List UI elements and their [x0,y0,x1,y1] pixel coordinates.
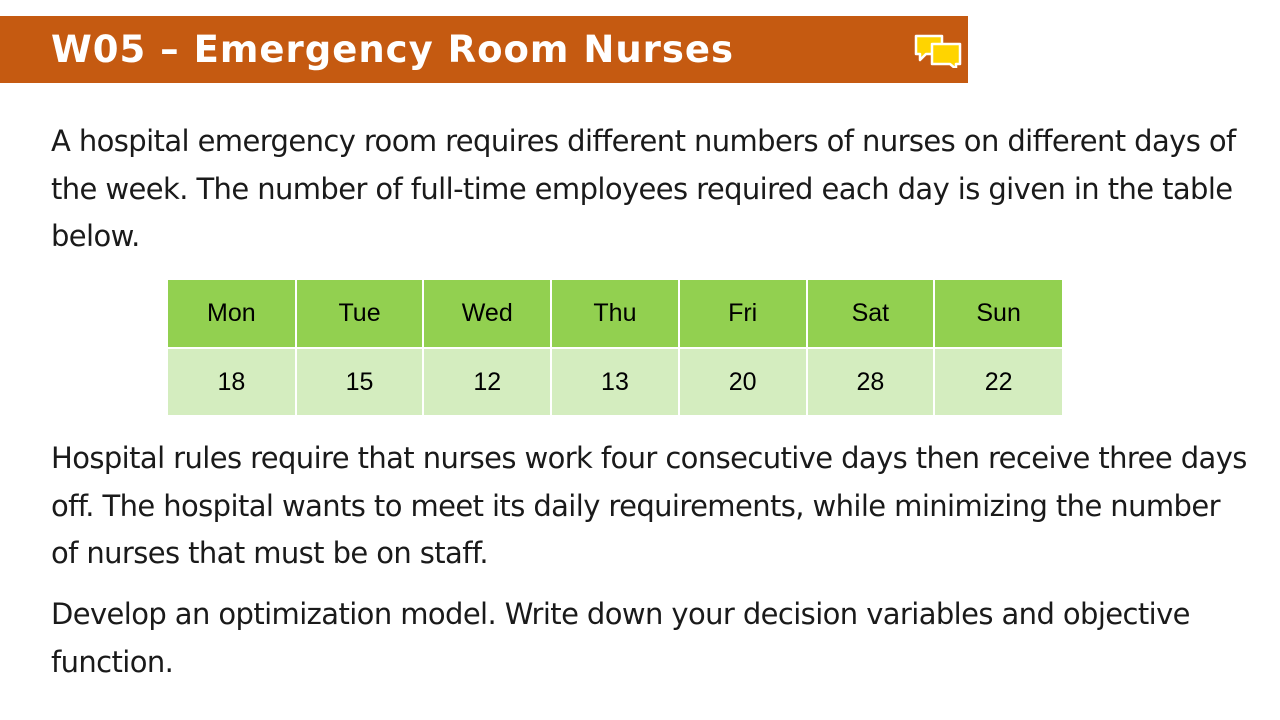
table-cell: 20 [679,348,807,415]
table-row [168,348,1062,415]
title-bar [0,16,968,83]
rules-paragraph: Hospital rules require that nurses work four consecutive days then receive three days off. The hospital wants to meet its daily requirements, while minimizing the number of nurses that must be on staff. [51,441,1247,570]
intro-paragraph: A hospital emergency room requires different numbers of nurses on different days of the week. The number of full-time employees required each day is given in the table below. [51,124,1236,253]
table-cell: 22 [934,348,1062,415]
table-header-cell: Mon [168,280,296,348]
table-cell: 13 [551,348,679,415]
task-paragraph: Develop an optimization model. Write down your decision variables and objective function. [51,597,1190,679]
table-header-cell: Sun [934,280,1062,348]
nurse-requirements-table [168,280,1062,415]
table-header-cell: Thu [551,280,679,348]
table-header-cell: Fri [679,280,807,348]
table-header-cell: Wed [423,280,551,348]
table-cell: 18 [168,348,296,415]
chat-bubbles-icon [912,32,964,68]
table-header-row [168,280,1062,348]
slide-title: W05 – Emergency Room Nurses [51,28,735,71]
table-cell: 12 [423,348,551,415]
table-cell: 15 [296,348,424,415]
table-header-cell: Sat [807,280,935,348]
table-cell: 28 [807,348,935,415]
table-header-cell: Tue [296,280,424,348]
